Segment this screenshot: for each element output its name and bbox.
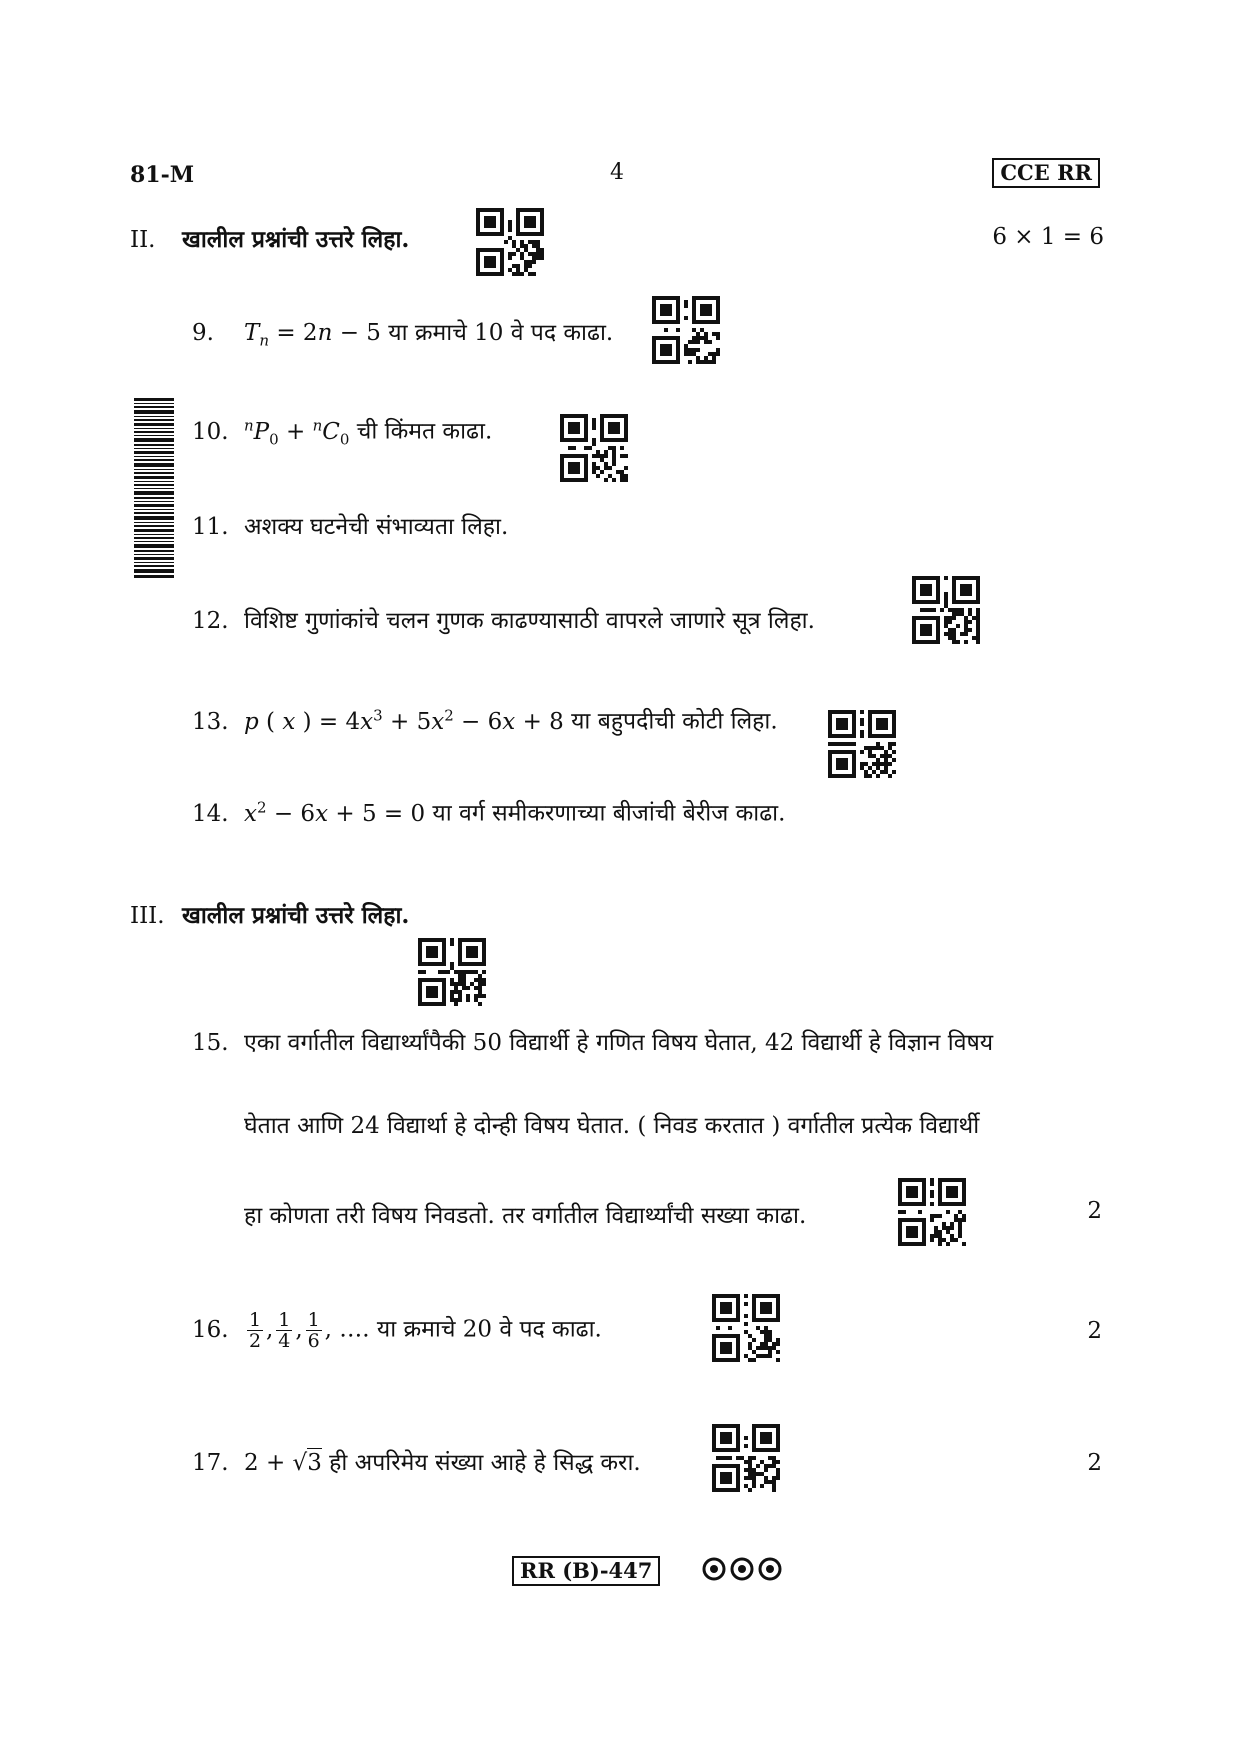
formula: $x^2 - 6x + 5 = 0$ (244, 798, 426, 827)
question-number: 17. (192, 1450, 229, 1476)
series-badge: CCE RR (992, 158, 1100, 188)
question-text-line-1: एका वर्गातील विद्यार्थ्यांपैकी 50 विद्यार्थी हे गणित विषय घेतात, 42 विद्यार्थी हे विज्ञान विषय (244, 1030, 994, 1056)
section-2-marks: 6 × 1 = 6 (992, 224, 1104, 250)
question-10 (192, 410, 492, 454)
formula: $^nP_0 + ^nC_0$ (244, 416, 350, 449)
section-2-heading (130, 222, 409, 254)
section-number: II. (130, 227, 156, 253)
question-number: 16. (192, 1316, 229, 1343)
qr-code-icon (418, 938, 486, 1006)
question-13 (192, 700, 778, 737)
question-text: या क्रमाचे 10 वे पद काढा. (388, 320, 614, 346)
qr-code-icon (898, 1178, 966, 1246)
qr-code-icon (712, 1424, 780, 1492)
question-12 (192, 606, 815, 636)
footer-code-badge: RR (B)-447 (512, 1556, 660, 1586)
question-14 (192, 792, 785, 829)
question-9 (192, 318, 613, 356)
section-3-heading (130, 898, 409, 930)
question-15-line-3: हा कोणता तरी विषय निवडतो. तर वर्गातील विद्यार्थ्यांची सख्या काढा. (244, 1203, 807, 1229)
qr-code-icon (652, 296, 720, 364)
fraction-1-2: $\frac{1}{2}$ (248, 1309, 262, 1352)
question-text: अशक्य घटनेची संभाव्यता लिहा. (244, 514, 509, 540)
question-16-marks: 2 (1087, 1318, 1102, 1344)
question-number: 11. (192, 514, 229, 540)
section-title: खालील प्रश्नांची उत्तरे लिहा. (182, 226, 410, 253)
section-title: खालील प्रश्नांची उत्तरे लिहा. (182, 902, 410, 929)
question-15-marks: 2 (1087, 1198, 1102, 1224)
question-number: 14. (192, 800, 229, 827)
paper-code: 81-M (130, 162, 195, 188)
question-11 (192, 512, 508, 542)
formula: 2 + √3 (244, 1450, 322, 1476)
question-17 (192, 1448, 641, 1478)
qr-code-icon (712, 1294, 780, 1362)
question-text: ही अपरिमेय संख्या आहे हे सिद्ध करा. (329, 1450, 641, 1476)
question-number: 13. (192, 708, 229, 735)
question-15 (192, 1028, 993, 1058)
question-16: 16. $\frac{1}{2}$ , $\frac{1}{4}$ , $\frac{1}{6}$ , …. या क्रमाचे 20 वे पद काढा. (192, 1309, 602, 1352)
section-number: III. (130, 903, 165, 929)
question-number: 15. (192, 1030, 229, 1056)
decorative-rosettes-icon (700, 1554, 784, 1584)
fraction-1-6: $\frac{1}{6}$ (307, 1309, 320, 1352)
question-number: 12. (192, 608, 229, 634)
formula: $T_n = 2n - 5$ (244, 320, 381, 350)
question-text: , …. या क्रमाचे 20 वे पद काढा. (324, 1316, 602, 1343)
question-number: 10. (192, 418, 229, 445)
question-text: ची किंमत काढा. (356, 418, 493, 445)
fraction-1-4: $\frac{1}{4}$ (278, 1309, 291, 1352)
qr-code-icon (912, 576, 980, 644)
question-text: या वर्ग समीकरणाच्या बीजांची बेरीज काढा. (432, 800, 786, 827)
qr-code-icon (560, 414, 628, 482)
question-text: या बहुपदीची कोटी लिहा. (571, 708, 778, 735)
qr-code-icon (476, 208, 544, 276)
question-15-line-2: घेतात आणि 24 विद्यार्था हे दोन्ही विषय घेतात. ( निवड करतात ) वर्गातील प्रत्येक विद्यार्थी (244, 1113, 980, 1139)
formula: p ( x ) = $4x^3 + 5x^2 - 6x + 8$ (244, 706, 564, 735)
question-text: विशिष्ट गुणांकांचे चलन गुणक काढण्यासाठी वापरले जाणारे सूत्र लिहा. (244, 608, 815, 634)
question-number: 9. (192, 320, 214, 346)
qr-code-icon (828, 710, 896, 778)
question-17-marks: 2 (1087, 1450, 1102, 1476)
page-number: 4 (610, 160, 624, 185)
barcode-icon (134, 398, 174, 578)
